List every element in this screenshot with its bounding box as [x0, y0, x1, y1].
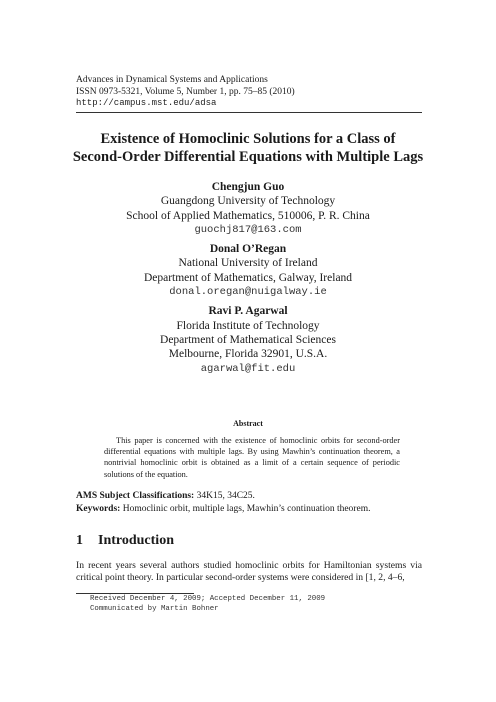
intro-paragraph: In recent years several authors studied homoclinic orbits for Hamiltonian systems via critical point theory. In particular second-order systems were considered in [1, 2, 4–6, — [76, 560, 422, 583]
header-rule — [76, 112, 422, 113]
title-line-1: Existence of Homoclinic Solutions for a Class of — [100, 131, 396, 147]
paper-metadata — [76, 490, 422, 516]
ams-label: AMS Subject Classifications: — [76, 491, 195, 501]
abstract-text: This paper is concerned with the existence of homoclinic orbits for second-order differential equations with multiple lags. By using Mawhin’s continuation theorem, a nontrivial homoclinic orbit is obtained as a limit of a certain sequence of periodic solutions of the equation. — [104, 436, 400, 479]
abstract-heading: Abstract — [233, 419, 263, 428]
keywords — [76, 503, 422, 516]
journal-name: Advances in Dynamical Systems and Applications — [76, 75, 268, 85]
author-affiliation: Department of Mathematics, Galway, Ireland — [143, 271, 353, 284]
author-name: Ravi P. Agarwal — [208, 305, 288, 318]
footnote — [90, 595, 325, 614]
section-title: Introduction — [98, 533, 174, 548]
author-name: Donal O’Regan — [209, 243, 287, 256]
author-affiliation: National University of Ireland — [178, 257, 318, 270]
author-list — [60, 180, 436, 381]
section-number: 1 — [76, 533, 83, 548]
journal-url[interactable]: http://campus.mst.edu/adsa — [76, 98, 217, 108]
received-dates: Received December 4, 2009; Accepted December 11, 2009 — [90, 595, 326, 603]
journal-header — [76, 75, 295, 110]
ams-value: 34K15, 34C25. — [196, 491, 255, 501]
keywords-value: Homoclinic orbit, multiple lags, Mawhin’s continuation theorem. — [122, 504, 371, 514]
paper-title — [60, 130, 436, 166]
title-line-2: Second-Order Differential Equations with Multiple Lags — [72, 149, 424, 165]
author-affiliation: Florida Institute of Technology — [176, 319, 320, 332]
author-affiliation: Department of Mathematical Sciences — [160, 333, 336, 346]
author-affiliation: Melbourne, Florida 32901, U.S.A. — [168, 348, 328, 361]
author-block — [60, 242, 436, 299]
author-block — [60, 304, 436, 375]
communicated-by: Communicated by Martin Bohner — [90, 604, 219, 613]
author-block — [60, 180, 436, 237]
ams-classification — [76, 490, 422, 503]
section-heading — [76, 533, 174, 549]
author-name: Chengjun Guo — [211, 181, 285, 193]
journal-issn: ISSN 0973-5321, Volume 5, Number 1, pp. 75–85 (2010) — [76, 86, 295, 97]
keywords-label: Keywords: — [76, 504, 121, 514]
author-email[interactable]: donal.oregan@nuigalway.ie — [169, 286, 327, 299]
footnote-rule — [76, 593, 194, 594]
author-affiliation: Guangdong University of Technology — [160, 195, 336, 208]
author-affiliation: School of Applied Mathematics, 510006, P. R. China — [126, 209, 370, 222]
author-email[interactable]: guochj817@163.com — [194, 223, 302, 236]
author-email[interactable]: agarwal@fit.edu — [200, 362, 296, 375]
